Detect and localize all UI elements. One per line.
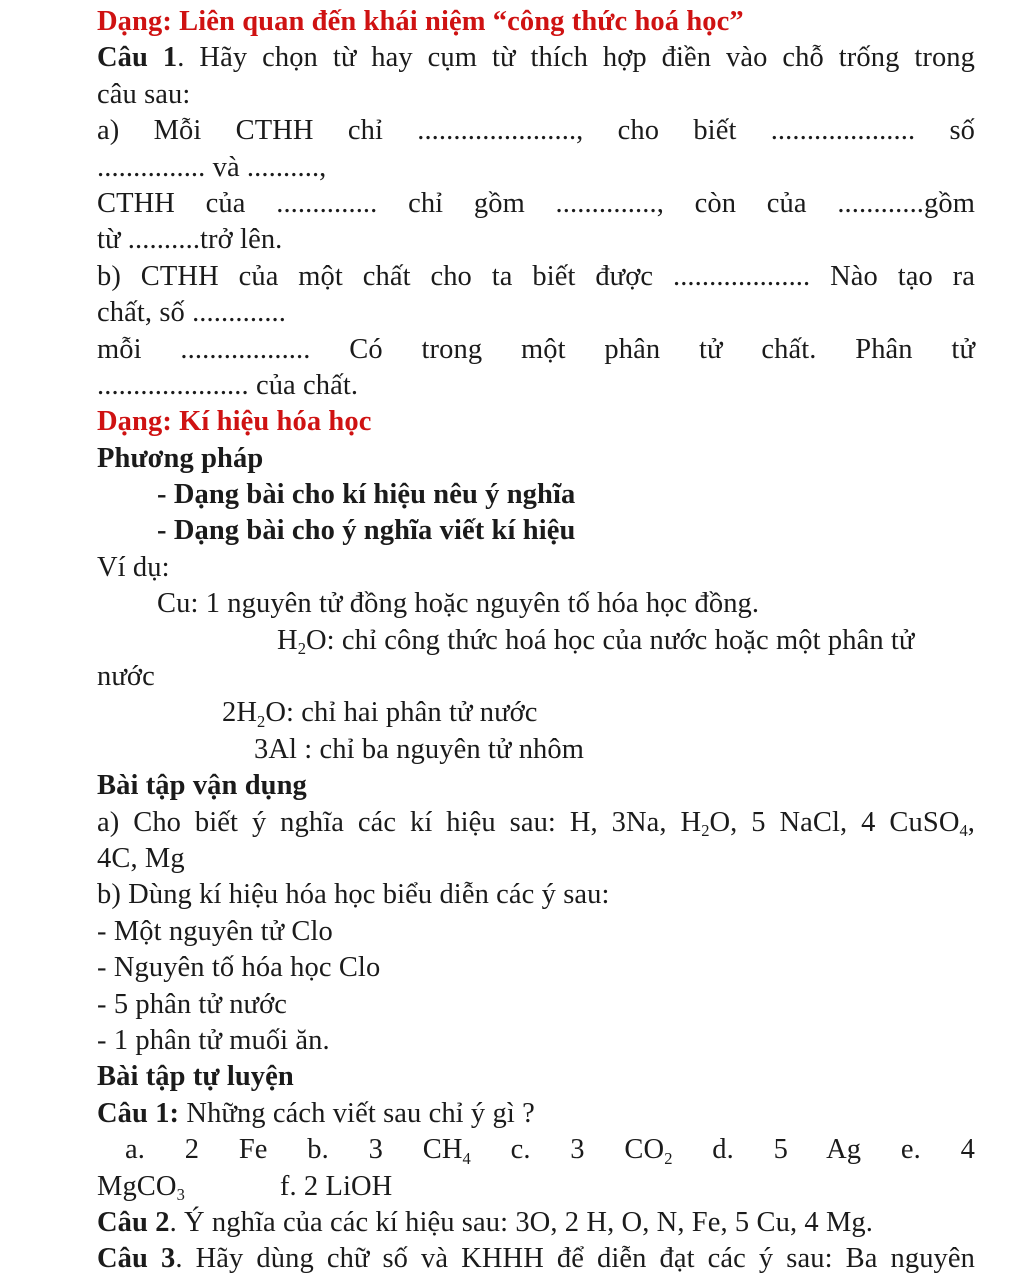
text-line [97, 40, 975, 76]
subscript: 3 [176, 1184, 185, 1204]
subscript: 2 [701, 821, 710, 841]
text-line [97, 732, 975, 768]
text-segment: ............... và .........., [97, 151, 327, 183]
text-line [97, 1169, 975, 1205]
text-segment: 3Al : chỉ ba nguyên tử nhôm [254, 733, 585, 765]
text-segment: Phương pháp [97, 442, 264, 474]
text-segment: Bài tập vận dụng [97, 770, 307, 802]
text-segment: f. 2 LiOH [279, 1170, 393, 1202]
text-segment: 4C, Mg [97, 842, 185, 874]
text-line [97, 950, 975, 986]
text-line [97, 1059, 975, 1095]
text-line [97, 586, 975, 622]
text-segment: chất, số ............. [97, 297, 287, 329]
text-segment: a. 2 Fe [125, 1134, 268, 1166]
text-line [97, 695, 975, 731]
text-segment: , [967, 806, 975, 838]
subscript: 2 [664, 1148, 673, 1168]
text-segment: Cu: 1 nguyên tử đồng hoặc nguyên tố hóa học đồng. [157, 588, 760, 620]
text-segment: b) CTHH của một chất cho ta biết được ................... Nào tạo ra [97, 260, 975, 292]
text-line [97, 1241, 975, 1277]
text-segment: Câu 2 [97, 1206, 170, 1238]
section-heading [97, 404, 975, 440]
text-segment: Dạng: Kí hiệu hóa học [97, 406, 372, 438]
text-line [97, 768, 975, 804]
text-line [97, 150, 975, 186]
text-segment: nước [97, 661, 155, 693]
text-segment: . Hãy dùng chữ số và KHHH để diễn đạt các ý sau: Ba nguyên [175, 1243, 975, 1275]
text-line [97, 113, 975, 149]
subscript: 4 [462, 1148, 471, 1168]
text-line [97, 841, 975, 877]
text-line [97, 513, 975, 549]
text-segment: . Hãy chọn từ hay cụm từ thích hợp điền vào chỗ trống trong [177, 42, 975, 74]
text-line [97, 368, 975, 404]
text-segment: Những cách viết sau chỉ ý gì ? [179, 1097, 535, 1129]
text-line [97, 477, 975, 513]
text-line [97, 77, 975, 113]
text-line [97, 987, 975, 1023]
text-segment: O: chỉ công thức hoá học của nước hoặc một phân tử [305, 624, 915, 656]
text-segment: CTHH của .............. chỉ gồm .............., còn của ............gồm [97, 187, 975, 219]
text-segment: d. 5 Ag [672, 1134, 862, 1166]
text-segment: O: chỉ hai phân tử nước [265, 697, 538, 729]
text-segment: b) Dùng kí hiệu hóa học biểu diễn các ý sau: [97, 879, 610, 911]
document-content [97, 4, 975, 1278]
text-segment: mỗi .................. Có trong một phân tử chất. Phân tử [97, 333, 975, 365]
text-segment: a) Cho biết ý nghĩa các kí hiệu sau: H, 3Na, H [97, 806, 702, 838]
text-line [97, 550, 975, 586]
text-line [97, 332, 975, 368]
text-line [97, 1205, 975, 1241]
text-segment: Ví dụ: [97, 551, 170, 583]
text-line [97, 1023, 975, 1059]
text-segment: . Ý nghĩa của các kí hiệu sau: 3O, 2 H, O, N, Fe, 5 Cu, 4 Mg. [169, 1206, 874, 1238]
text-segment: Câu 3 [97, 1243, 176, 1275]
text-segment: Câu 1 [97, 42, 178, 74]
subscript: 4 [959, 821, 968, 841]
text-segment: b. 3 CH [267, 1134, 463, 1166]
text-segment: - Dạng bài cho kí hiệu nêu ý nghĩa [157, 479, 576, 511]
text-segment: Dạng: Liên quan đến khái niệm “công thức hoá học” [97, 6, 744, 37]
text-segment: e. 4 [861, 1134, 975, 1166]
text-segment: câu sau: [97, 78, 191, 110]
subscript: 2 [257, 711, 266, 731]
text-line [97, 877, 975, 913]
text-line [97, 623, 975, 659]
text-segment: Câu 1: [97, 1097, 180, 1129]
text-line [97, 1132, 975, 1168]
text-line [97, 805, 975, 841]
text-segment: H [277, 624, 298, 656]
text-segment: Bài tập tự luyện [97, 1061, 294, 1093]
text-segment: a) Mỗi CTHH chỉ ......................, cho biết .................... số [97, 115, 975, 147]
text-line [97, 186, 975, 222]
text-line [97, 659, 975, 695]
text-segment: - Một nguyên tử Clo [97, 915, 333, 947]
text-line [97, 295, 975, 331]
text-segment: c. 3 CO [470, 1134, 665, 1166]
text-segment: - Dạng bài cho ý nghĩa viết kí hiệu [157, 515, 576, 547]
text-segment: - 1 phân tử muối ăn. [97, 1024, 330, 1056]
text-line [97, 914, 975, 950]
text-segment: ..................... của chất. [97, 369, 359, 401]
text-segment: O, 5 NaCl, 4 CuSO [709, 806, 960, 838]
text-line [97, 441, 975, 477]
text-segment: 2H [222, 697, 258, 729]
section-heading [97, 4, 975, 40]
text-segment: - Nguyên tố hóa học Clo [97, 952, 381, 984]
text-line [97, 222, 975, 258]
subscript: 2 [297, 639, 306, 659]
text-line [97, 1096, 975, 1132]
text-segment: từ ..........trở lên. [97, 224, 283, 256]
text-segment: MgCO [97, 1170, 177, 1202]
text-line [97, 259, 975, 295]
text-segment: - 5 phân tử nước [97, 988, 288, 1020]
